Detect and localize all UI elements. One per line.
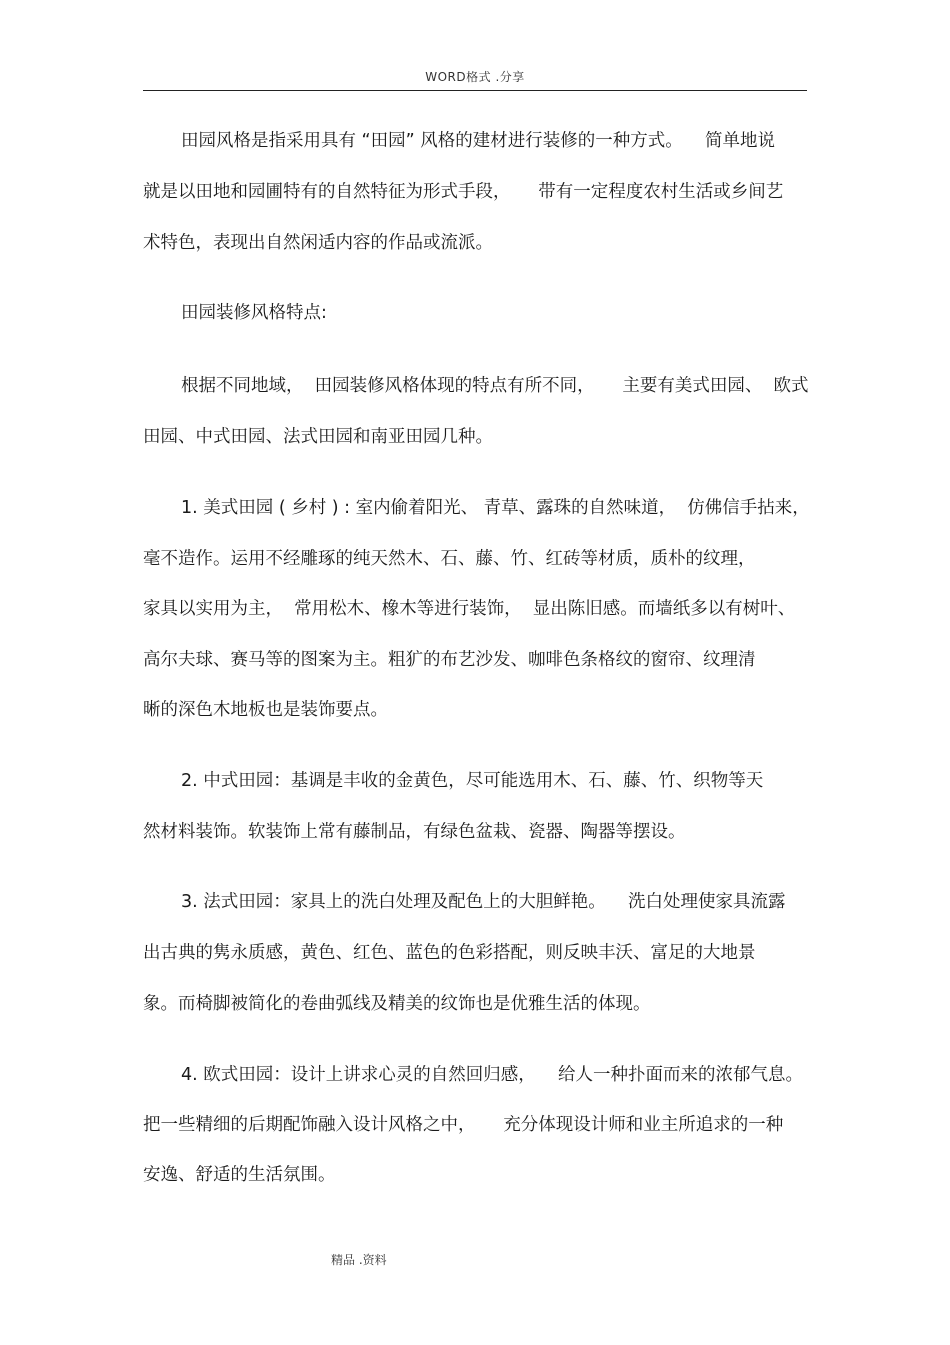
page-header: WORD格式 .分享	[425, 70, 525, 84]
header-divider	[143, 90, 807, 91]
text-line: 就是以田地和园圃特有的自然特征为形式手段， 带有一定程度农村生活或乡间艺	[143, 182, 784, 202]
text-line: 2. 中式田园：基调是丰收的金黄色，尽可能选用木、石、藤、竹、织物等天	[181, 771, 764, 791]
text-line: 晰的深色木地板也是装饰要点。	[143, 700, 388, 720]
text-line: 出古典的隽永质感，黄色、红色、蓝色的色彩搭配，则反映丰沃、富足的大地景	[143, 943, 756, 963]
text-line: 安逸、舒适的生活氛围。	[143, 1165, 336, 1185]
text-line: 4. 欧式田园：设计上讲求心灵的自然回归感， 给人一种扑面而来的浓郁气息。	[181, 1065, 804, 1085]
text-line: 然材料装饰。软装饰上常有藤制品，有绿色盆栽、瓷器、陶器等摆设。	[143, 822, 686, 842]
text-line: 高尔夫球、赛马等的图案为主。粗犷的布艺沙发、咖啡色条格纹的窗帘、纹理清	[143, 650, 756, 670]
text-line: 3. 法式田园：家具上的洗白处理及配色上的大胆鲜艳。 洗白处理使家具流露	[181, 892, 786, 912]
text-line: 术特色，表现出自然闲适内容的作品或流派。	[143, 233, 493, 253]
text-line: 家具以实用为主， 常用松木、橡木等进行装饰， 显出陈旧感。而墙纸多以有树叶、	[143, 599, 796, 619]
text-line: 田园、中式田园、法式田园和南亚田园几种。	[143, 427, 493, 447]
text-line: 田园风格是指采用具有 “田园” 风格的建材进行装修的一种方式。 简单地说	[181, 131, 776, 151]
text-line: 毫不造作。运用不经雕琢的纯天然木、石、藤、竹、红砖等材质，质朴的纹理，	[143, 549, 756, 569]
text-line: 1. 美式田园 ( 乡村 ) : 室内偷着阳光、 青草、露珠的自然味道， 仿佛信手拈来，	[181, 498, 810, 518]
text-line: 田园装修风格特点:	[181, 303, 327, 323]
text-line: 把一些精细的后期配饰融入设计风格之中， 充分体现设计师和业主所追求的一种	[143, 1115, 784, 1135]
page-footer: 精品 .资料	[331, 1253, 387, 1267]
text-line: 象。而椅脚被简化的卷曲弧线及精美的纹饰也是优雅生活的体现。	[143, 994, 651, 1014]
text-line: 根据不同地域， 田园装修风格体现的特点有所不同， 主要有美式田园、 欧式	[181, 376, 809, 396]
